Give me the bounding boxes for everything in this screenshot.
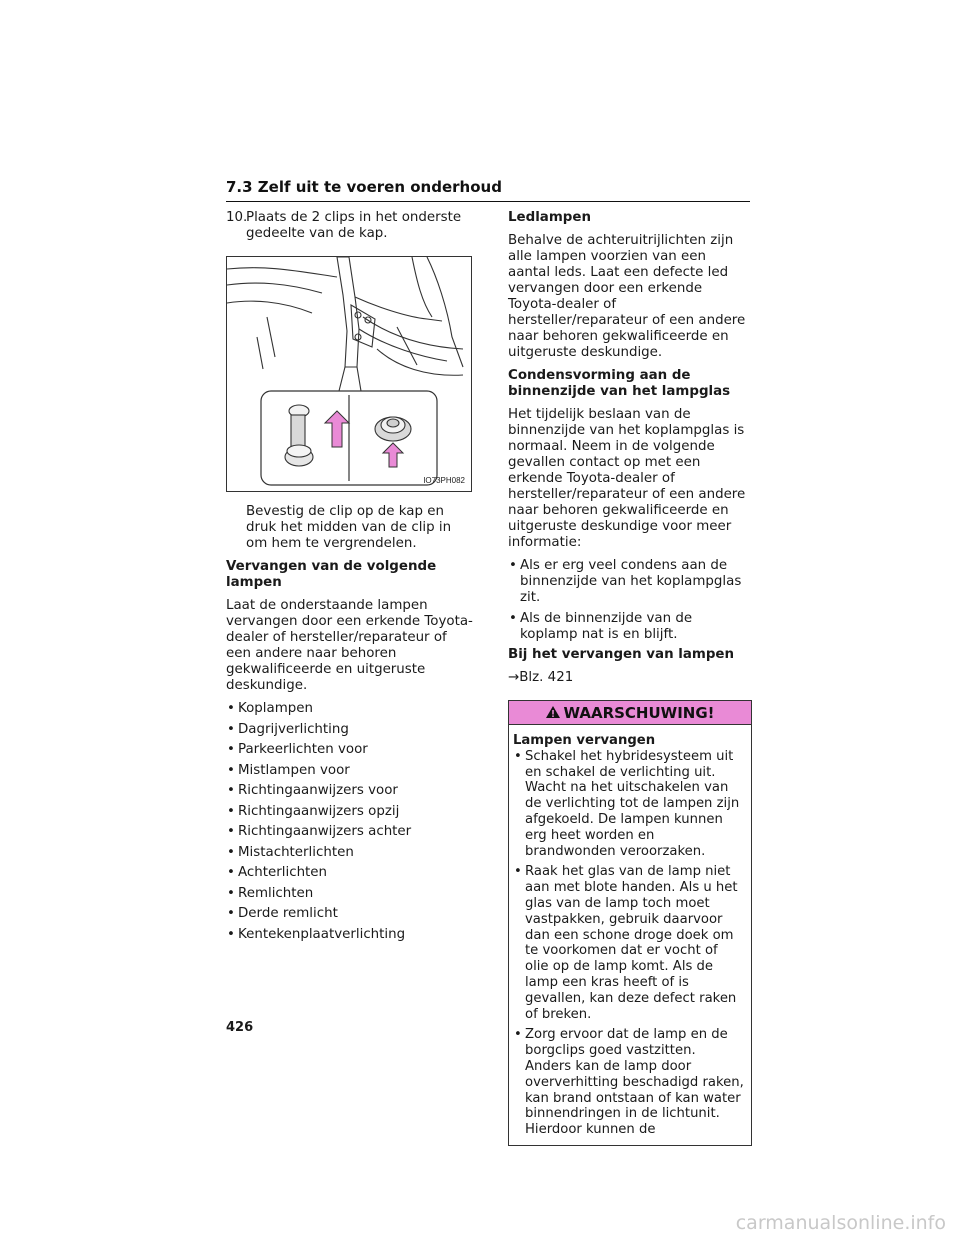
figure-code: IO73PH082 [423, 476, 465, 485]
step-10 [226, 210, 474, 242]
condensation-heading: Condensvorming aan de binnenzijde van het lampglas [508, 368, 731, 399]
list-item: • Schakel het hybridesysteem uit en schakel de verlichting uit. Wacht na het uitschakelen van de verlichting tot de lampen zijn afgekoeld. De lampen kunnen erg heet worden en brandwonden veroorzaken. [513, 749, 745, 860]
list-item: • Richtingaanwijzers voor [226, 783, 474, 799]
warning-triangle-icon [545, 705, 561, 719]
clip-illustration [226, 256, 472, 492]
list-item: • Achterlichten [226, 865, 474, 881]
list-item: • Mistachterlichten [226, 845, 474, 861]
step-text: Plaats de 2 clips in het onderste gedeelte van de kap. [246, 210, 462, 241]
step-number: 10. [226, 210, 248, 225]
warning-subheading: Lampen vervangen [513, 733, 656, 748]
condensation-text: Het tijdelijk beslaan van de binnenzijde van het koplampglas is normaal. Neem in de volgende gevallen contact op met een erkende Toyota-dealer of hersteller/reparateur of een andere naar behoren gekwalificeerde en uitgeruste deskundige voor meer informatie: [508, 407, 746, 550]
list-item: • Kentekenplaatverlichting [226, 927, 474, 943]
list-item: • Richtingaanwijzers opzij [226, 804, 474, 820]
watermark: carmanualsonline.info [735, 1212, 946, 1234]
list-item: • Als de binnenzijde van de koplamp nat is en blijft. [508, 611, 752, 643]
led-heading: Ledlampen [508, 210, 591, 225]
right-column [508, 210, 752, 1146]
replace-heading: Vervangen van de volgende lampen [226, 559, 437, 590]
clip-diagram-svg [227, 257, 471, 491]
list-item: • Remlichten [226, 886, 474, 902]
led-text: Behalve de achteruitrijlichten zijn alle lampen voorzien van een aantal leds. Laat een defecte led vervangen door een erkende Toyota-dealer of hersteller/reparateur of een andere naar behoren gekwalificeerde en uitgeruste deskundige. [508, 233, 746, 360]
page-reference-link[interactable]: →Blz. 421 [508, 670, 574, 685]
list-item: • Parkeerlichten voor [226, 742, 474, 758]
list-item: • Koplampen [226, 701, 474, 717]
list-item: • Als er erg veel condens aan de binnenzijde van het koplampglas zit. [508, 558, 752, 606]
list-item: • Mistlampen voor [226, 763, 474, 779]
replace-intro: Laat de onderstaande lampen vervangen door een erkende Toyota-dealer of hersteller/reparateur of een andere naar behoren gekwalificeerde en uitgeruste deskundige. [226, 598, 473, 693]
warning-box [508, 700, 752, 1146]
replacing-heading: Bij het vervangen van lampen [508, 647, 735, 662]
list-item: • Richtingaanwijzers achter [226, 824, 474, 840]
warning-list [513, 749, 745, 1138]
section-title: 7.3 Zelf uit te voeren onderhoud [226, 178, 750, 202]
figure-note: Bevestig de clip op de kap en druk het midden van de clip in om hem te vergrendelen. [246, 504, 452, 551]
list-item: • Zorg ervoor dat de lamp en de borgclips goed vastzitten. Anders kan de lamp door oververhitting beschadigd raken, kan brand ontstaan of kan water binnendringen in de lichtunit. Hierdoor kunnen de [513, 1027, 745, 1138]
list-item: • Dagrijverlichting [226, 722, 474, 738]
left-column [226, 210, 474, 947]
warning-title: WAARSCHUWING! [563, 704, 715, 722]
list-item: • Raak het glas van de lamp niet aan met blote handen. Als u het glas van de lamp toch moet vastpakken, gebruik daarvoor dan een schone droge doek om te voorkomen dat er vocht of olie op de lamp komt. Als de lamp een kras heeft of is gevallen, kan deze defect raken of breken. [513, 864, 745, 1022]
warning-body [509, 725, 751, 1145]
page-number: 426 [226, 1020, 254, 1035]
warning-header [509, 701, 751, 725]
list-item: • Derde remlicht [226, 906, 474, 922]
lamp-list [226, 701, 474, 943]
condensation-list [508, 558, 752, 643]
